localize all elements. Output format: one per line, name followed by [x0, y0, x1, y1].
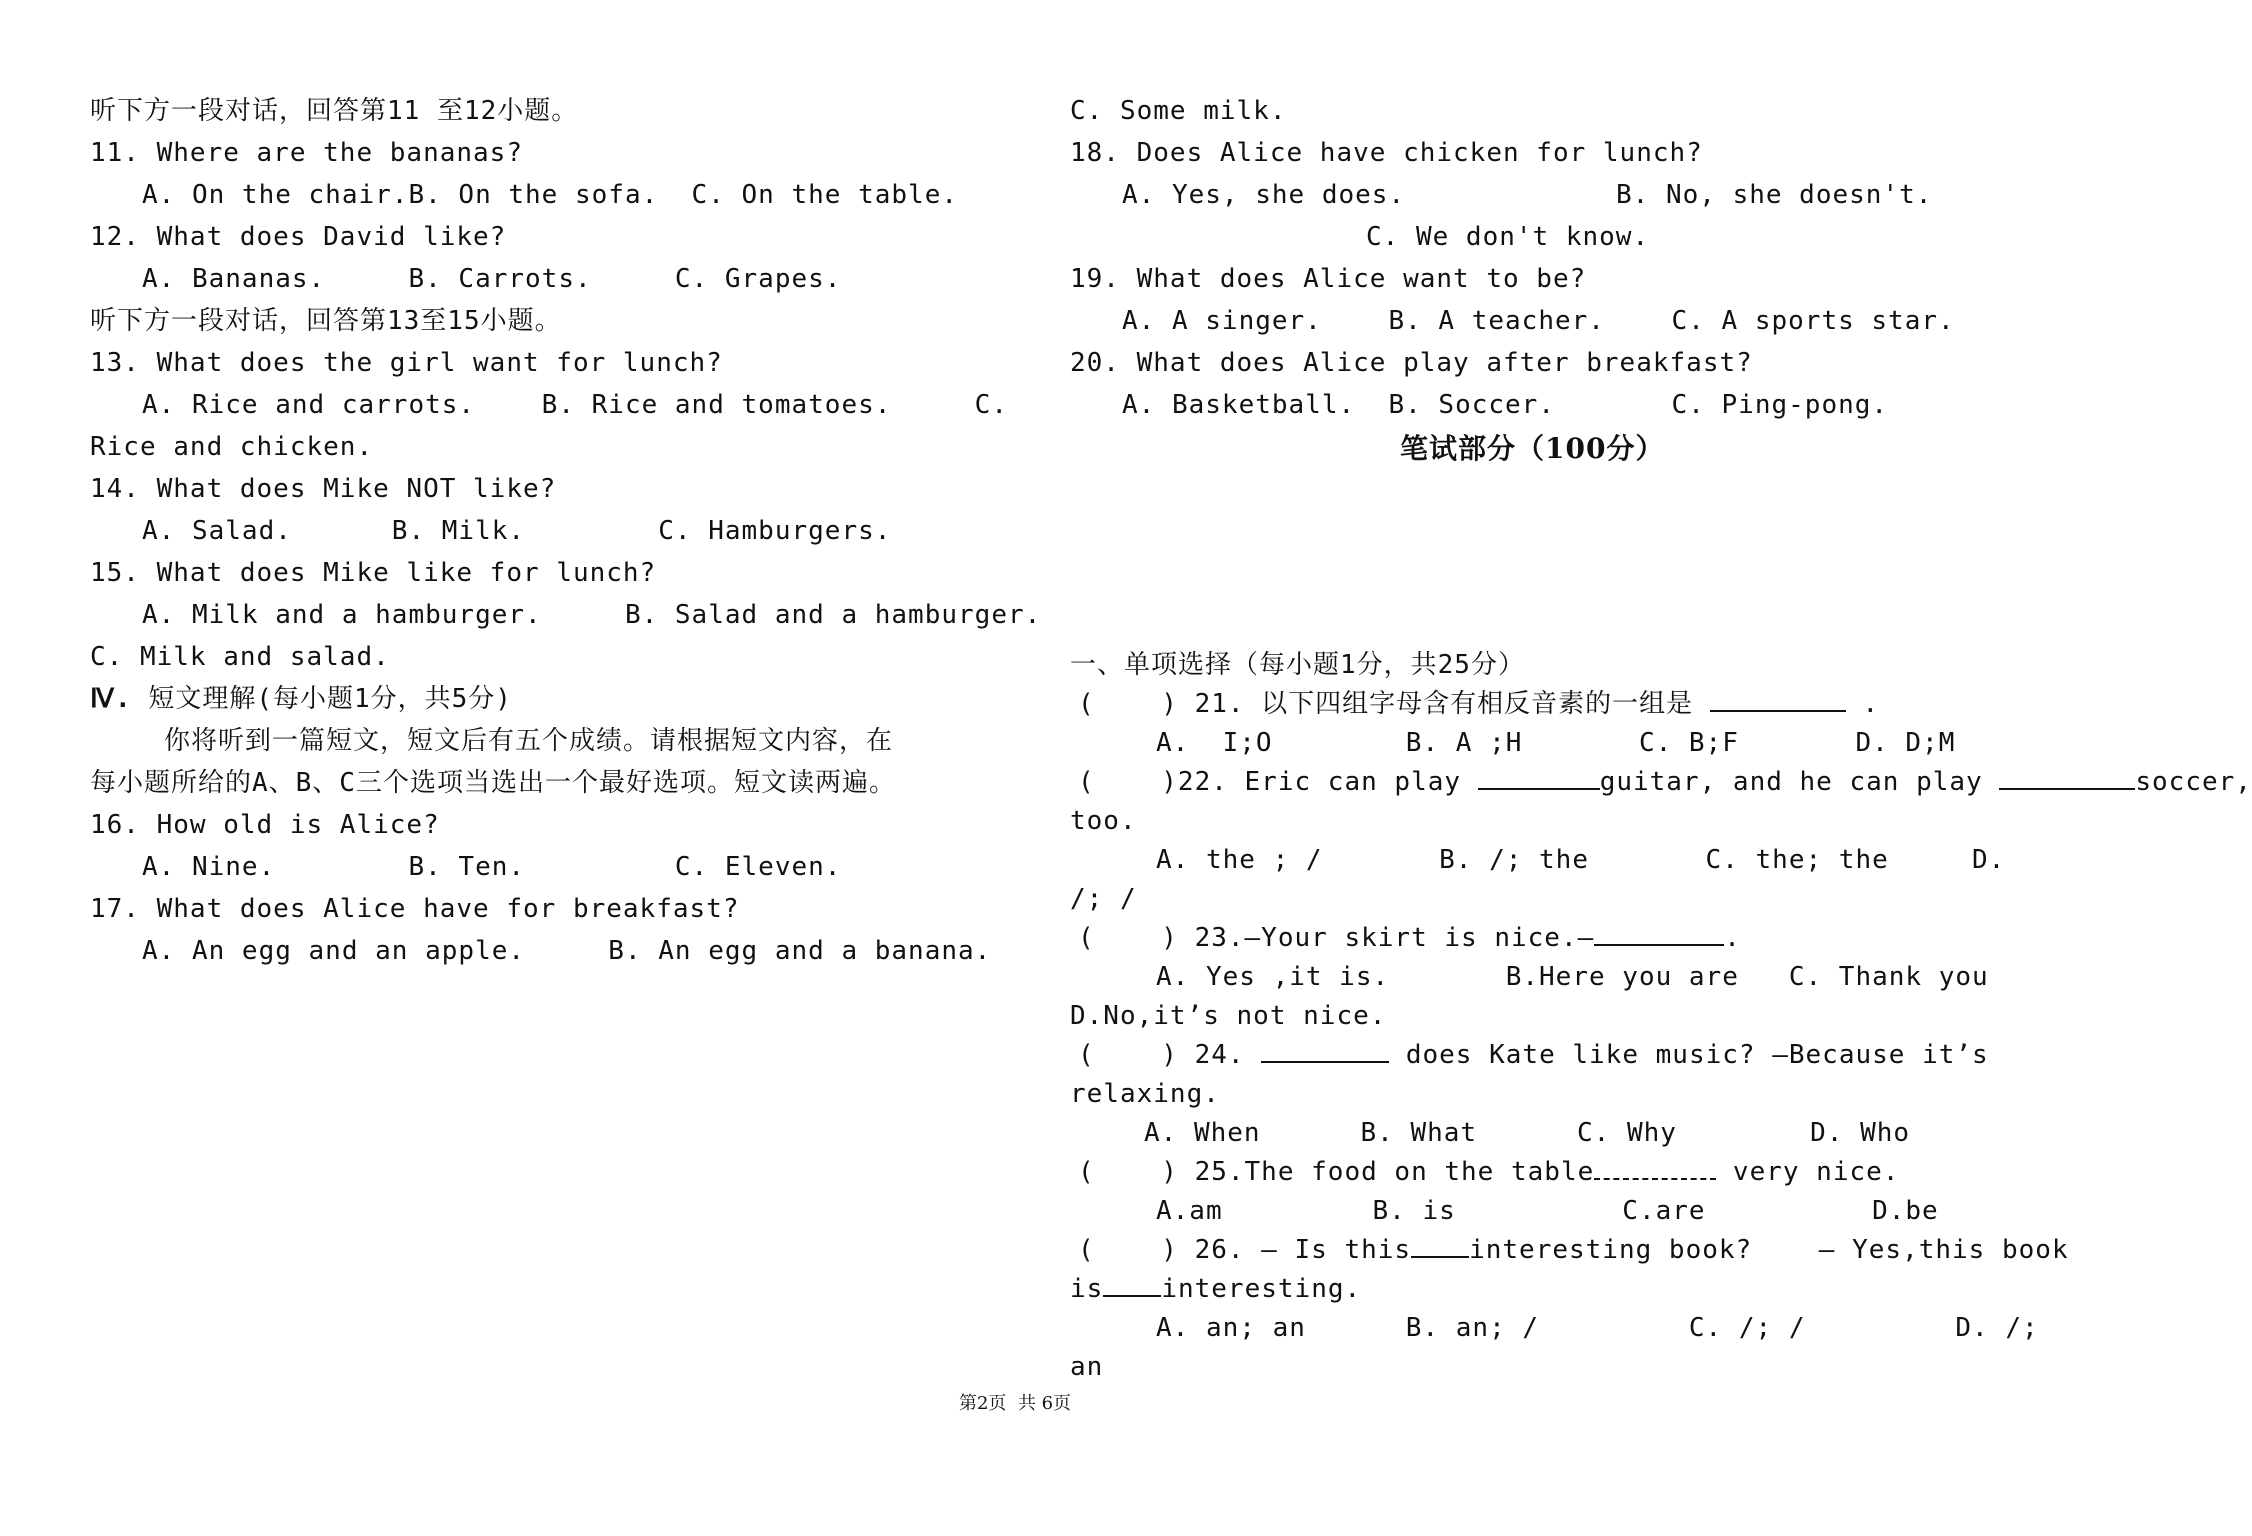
question-23-options: A. Yes ,it is. B.Here you are C. Thank you — [1156, 962, 1989, 992]
question-26-options: A. an; an B. an; / C. /; / D. /; — [1156, 1313, 2039, 1343]
question-21-end: . — [1845, 689, 1880, 719]
question-23-options-cont: D.No,it’s not nice. — [1070, 1001, 1387, 1031]
question-24-text-end: does Kate like music? —Because it’s — [1389, 1040, 1989, 1070]
section-4-heading — [90, 682, 512, 716]
question-17-options: A. An egg and an apple. B. An egg and a banana. — [142, 936, 992, 966]
question-15-options-cont: C. Milk and salad. — [90, 642, 390, 672]
section-4-title: 短文理解(每小题1分，共5分) — [148, 684, 512, 714]
question-24-cont: relaxing. — [1070, 1079, 1220, 1109]
answer-blank — [1999, 766, 2135, 790]
question-23 — [1078, 921, 1741, 955]
question-18-option-c: C. We don't know. — [1366, 222, 1650, 252]
section-1-title: 一、单项选择（每小题1分，共25分） — [1070, 650, 1525, 680]
question-26 — [1078, 1233, 2069, 1267]
question-24-text: ( ) 24. — [1078, 1040, 1262, 1070]
question-19-options: A. A singer. B. A teacher. C. A sports star. — [1122, 306, 1955, 336]
question-23-text: ( ) 23.—Your skirt is nice.— — [1078, 923, 1595, 953]
page-footer: 第2页 共 6页 — [958, 1393, 1072, 1414]
question-12: 12. What does David like? — [90, 222, 507, 252]
question-23-end: . — [1724, 923, 1741, 953]
question-16-options: A. Nine. B. Ten. C. Eleven. — [142, 852, 842, 882]
question-21 — [1078, 687, 1879, 721]
question-24-options: A. When B. What C. Why D. Who — [1144, 1118, 1911, 1148]
section-4-number: Ⅳ. — [90, 684, 132, 714]
question-13: 13. What does the girl want for lunch? — [90, 348, 723, 378]
question-20-options: A. Basketball. B. Soccer. C. Ping-pong. — [1122, 390, 1889, 420]
question-18-option-b: B. No, she doesn't. — [1616, 180, 1933, 210]
written-part-title: 笔试部分（100分） — [1400, 432, 1665, 465]
question-25-text: ( ) 25.The food on the table — [1078, 1157, 1595, 1187]
question-26-options-cont: an — [1070, 1352, 1104, 1382]
question-22-text-end: soccer, — [2135, 767, 2252, 797]
question-16: 16. How old is Alice? — [90, 810, 440, 840]
question-26-cont — [1070, 1272, 1361, 1306]
question-17: 17. What does Alice have for breakfast? — [90, 894, 740, 924]
question-25-end: very nice. — [1716, 1157, 1900, 1187]
section-4-instruction-1: 你将听到一篇短文，短文后有五个成绩。请根据短文内容，在 — [164, 726, 894, 756]
question-21-options: A. I;O B. A ;H C. B;F D. D;M — [1156, 728, 1956, 758]
answer-blank — [1594, 1156, 1716, 1180]
question-22 — [1078, 765, 2252, 799]
question-18-option-a: A. Yes, she does. — [1122, 180, 1406, 210]
question-13-options: A. Rice and carrots. B. Rice and tomatoes. C. — [142, 390, 1008, 420]
section-4-instruction-2: 每小题所给的A、B、C三个选项当选出一个最好选项。短文读两遍。 — [90, 768, 896, 798]
question-11: 11. Where are the bananas? — [90, 138, 523, 168]
answer-blank — [1594, 922, 1724, 946]
question-26-text: ( ) 26. — Is this — [1078, 1235, 1412, 1265]
question-25 — [1078, 1155, 1899, 1189]
question-26-text-end: interesting book? — Yes,this book — [1469, 1235, 2069, 1265]
listening-instruction-11-12: 听下方一段对话，回答第11 至12小题。 — [90, 96, 579, 126]
listening-instruction-13-15: 听下方一段对话，回答第13至15小题。 — [90, 306, 562, 336]
question-21-text: ( ) 21. 以下四组字母含有相反音素的一组是 — [1078, 689, 1710, 719]
answer-blank — [1478, 766, 1600, 790]
question-22-options-cont: /; / — [1070, 884, 1137, 914]
question-22-text-mid: guitar, and he can play — [1599, 767, 2000, 797]
question-17-option-c: C. Some milk. — [1070, 96, 1287, 126]
question-13-options-cont: Rice and chicken. — [90, 432, 374, 462]
question-14-options: A. Salad. B. Milk. C. Hamburgers. — [142, 516, 892, 546]
question-15: 15. What does Mike like for lunch? — [90, 558, 657, 588]
answer-blank — [1261, 1039, 1389, 1063]
question-14: 14. What does Mike NOT like? — [90, 474, 557, 504]
question-11-options: A. On the chair.B. On the sofa. C. On the table. — [142, 180, 959, 210]
answer-blank — [1103, 1273, 1161, 1297]
question-22-cont: too. — [1070, 806, 1137, 836]
question-22-text: ( )22. Eric can play — [1078, 767, 1478, 797]
question-26-cont-text: is — [1070, 1274, 1104, 1304]
question-18: 18. Does Alice have chicken for lunch? — [1070, 138, 1703, 168]
answer-blank — [1411, 1234, 1469, 1258]
question-19: 19. What does Alice want to be? — [1070, 264, 1587, 294]
question-26-cont-end: interesting. — [1161, 1274, 1362, 1304]
question-22-options: A. the ; / B. /; the C. the; the D. — [1156, 845, 2006, 875]
question-15-options: A. Milk and a hamburger. B. Salad and a hamburger. — [142, 600, 1042, 630]
question-12-options: A. Bananas. B. Carrots. C. Grapes. — [142, 264, 842, 294]
question-25-options: A.am B. is C.are D.be — [1156, 1196, 1939, 1226]
answer-blank — [1710, 688, 1846, 712]
question-20: 20. What does Alice play after breakfast? — [1070, 348, 1753, 378]
question-24 — [1078, 1038, 1989, 1072]
